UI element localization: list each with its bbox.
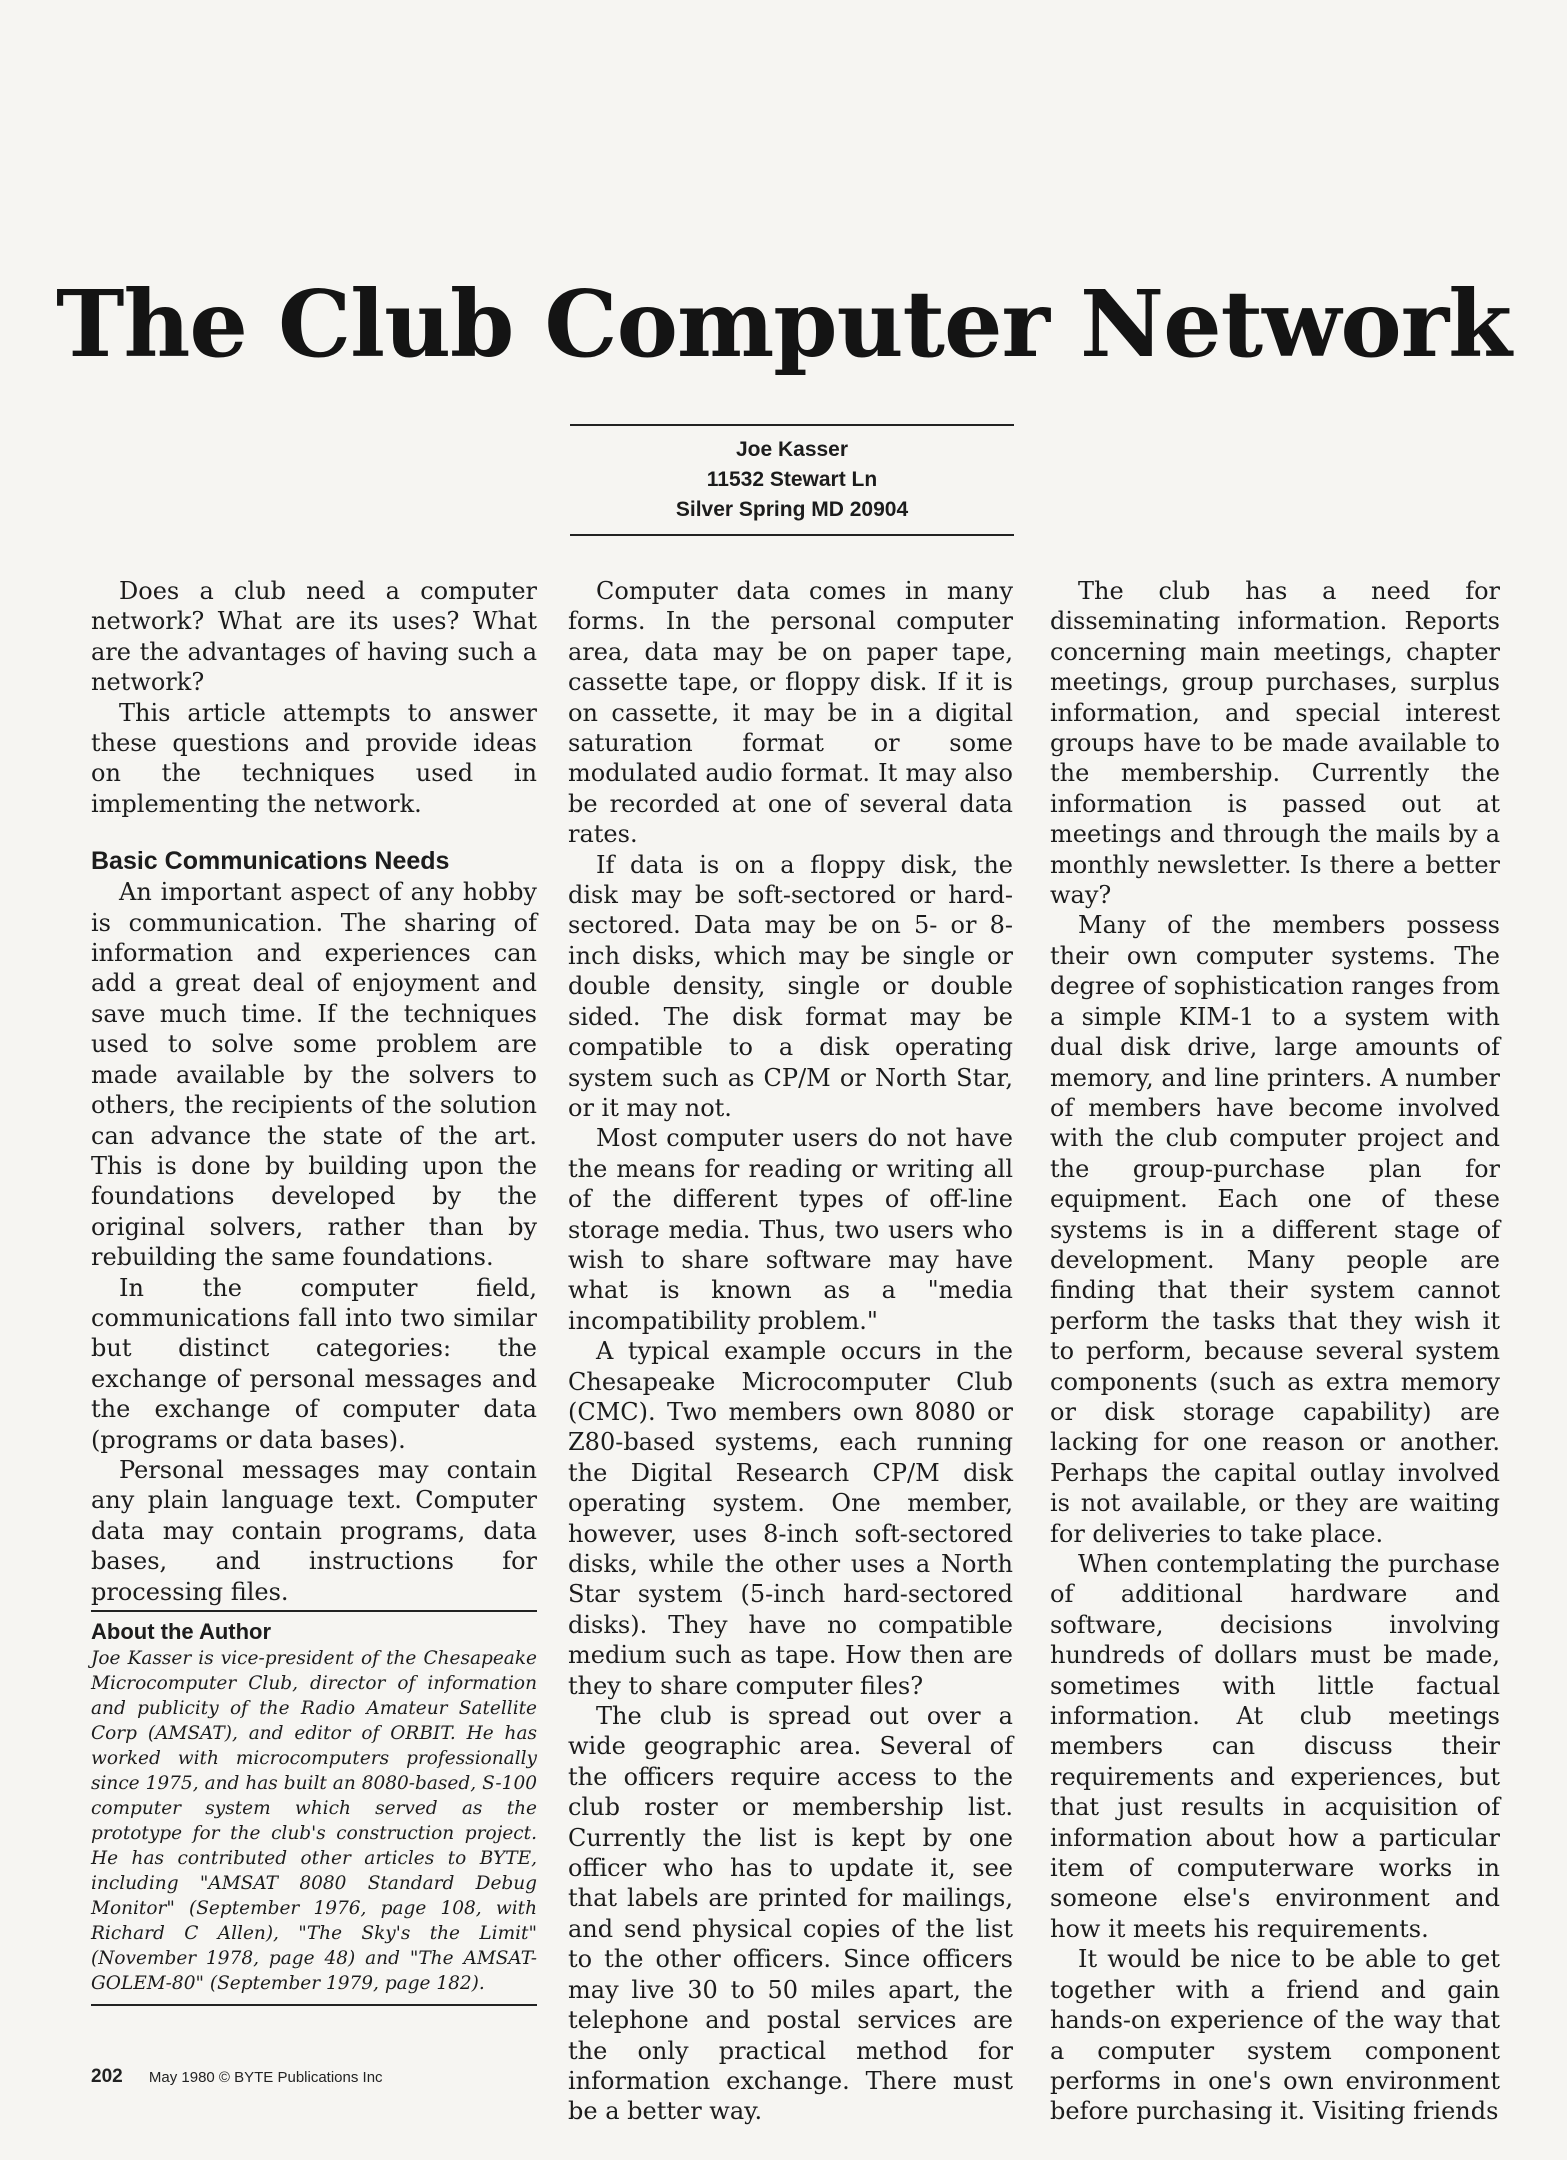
- paragraph: Many of the members possess their own computer systems. The degree of sophistication ranges from a simple KIM-1 to a system with dual disk drive, large amounts of memory, and line printers. A number of members have become involved with the club computer project and the group-purchase plan for equipment. Each one of these systems is in a different stage of development. Many people are finding that their system cannot perform the tasks that they wish it to perform, because several system components (such as extra memory or disk storage capability) are lacking for one reason or another. Perhaps the capital outlay involved is not available, or they are waiting for deliveries to take place.: [1050, 911, 1500, 1548]
- paragraph: It would be nice to be able to get together with a friend and gain hands-on experience of the way that a computer system component performs in one's own environment before purchasing it. Visiting friends: [1050, 1945, 1500, 2126]
- paragraph: In the computer field, communications fall into two similar but distinct categories: the exchange of personal messages and the exchange of computer data (programs or data bases).: [91, 1273, 537, 1454]
- author-name: Joe Kasser: [735, 438, 849, 461]
- author-street: 11532 Stewart Ln: [706, 468, 878, 491]
- paragraph: Does a club need a computer network? What are its uses? What are the advantages of having such a network?: [91, 577, 537, 697]
- page-footer: [91, 2066, 383, 2088]
- paragraph: If data is on a floppy disk, the disk may be soft-sectored or hard-sectored. Data may be on 5- or 8-inch disks, which may be single or double density, single or double sided. The disk format may be compatible to a disk operating system such as CP/M or North Star, or it may not.: [568, 850, 1013, 1122]
- text-column-3: [1050, 576, 1500, 2127]
- about-author-text: Joe Kasser is vice-president of the Chesapeake Microcomputer Club, director of information and publicity of the Radio Amateur Satellite Corp (AMSAT), and editor of ORBIT. He has worked with microcomputers professionally since 1975, and has built an 8080-based, S-100 computer system which served as the prototype for the club's construction project. He has contributed other articles to BYTE, including "AMSAT 8080 Standard Debug Monitor" (September 1976, page 108, with Richard C Allen), "The Sky's the Limit" (November 1978, page 48) and "The AMSAT-GOLEM-80" (September 1979, page 182).: [91, 1648, 537, 1994]
- page-number: 202: [91, 2066, 123, 2087]
- text-column-2: [568, 576, 1013, 2127]
- author-city: Silver Spring MD 20904: [675, 498, 909, 521]
- paragraph: A typical example occurs in the Chesapeake Microcomputer Club (CMC). Two members own 8080 or Z80-based systems, each running the Digital Research CP/M disk operating system. One member, however, uses 8-inch soft-sectored disks, while the other uses a North Star system (5-inch hard-sectored disks). They have no compatible medium such as tape. How then are they to share computer files?: [568, 1337, 1013, 1700]
- about-author-box: [91, 1610, 537, 2006]
- paragraph: An important aspect of any hobby is communication. The sharing of information and experiences can add a great deal of enjoyment and save much time. If the techniques used to solve some problem are made available by the solvers to others, the recipients of the solution can advance the state of the art. This is done by building upon the foundations developed by the original solvers, rather than by rebuilding the same foundations.: [91, 878, 537, 1272]
- paragraph: Most computer users do not have the means for reading or writing all of the different types of off-line storage media. Thus, two users who wish to share software may have what is known as a "media incompatibility problem.": [568, 1124, 1013, 1335]
- paragraph: This article attempts to answer these questions and provide ideas on the techniques used in implementing the network.: [91, 698, 537, 818]
- about-author-heading: About the Author: [91, 1619, 272, 1644]
- author-byline: [570, 424, 1014, 536]
- text-column-1: [91, 576, 537, 1607]
- paragraph: Computer data comes in many forms. In the personal computer area, data may be on paper tape, cassette tape, or floppy disk. If it is on cassette, it may be in a digital saturation format or some modulated audio format. It may also be recorded at one of several data rates.: [568, 577, 1013, 849]
- paragraph: When contemplating the purchase of additional hardware and software, decisions involving hundreds of dollars must be made, sometimes with little factual information. At club meetings members can discuss their requirements and experiences, but that just results in acquisition of information about how a particular item of computerware works in someone else's environment and how it meets his requirements.: [1050, 1550, 1500, 1943]
- footer-imprint: May 1980 © BYTE Publications Inc: [148, 2069, 383, 2086]
- article-title: The Club Computer Network: [56, 270, 1511, 378]
- paragraph: The club has a need for disseminating information. Reports concerning main meetings, chapter meetings, group purchases, surplus information, and special interest groups have to be made available to the membership. Currently the information is passed out at meetings and through the mails by a monthly newsletter. Is there a better way?: [1050, 577, 1500, 910]
- paragraph: Personal messages may contain any plain language text. Computer data may contain programs, data bases, and instructions for processing files.: [91, 1455, 537, 1606]
- paragraph: The club is spread out over a wide geographic area. Several of the officers require access to the club roster or membership list. Currently the list is kept by one officer who has to update it, see that labels are printed for mailings, and send physical copies of the list to the other officers. Since officers may live 30 to 50 miles apart, the telephone and postal services are the only practical method for information exchange. There must be a better way.: [568, 1702, 1013, 2126]
- section-heading: Basic Communications Needs: [91, 847, 450, 876]
